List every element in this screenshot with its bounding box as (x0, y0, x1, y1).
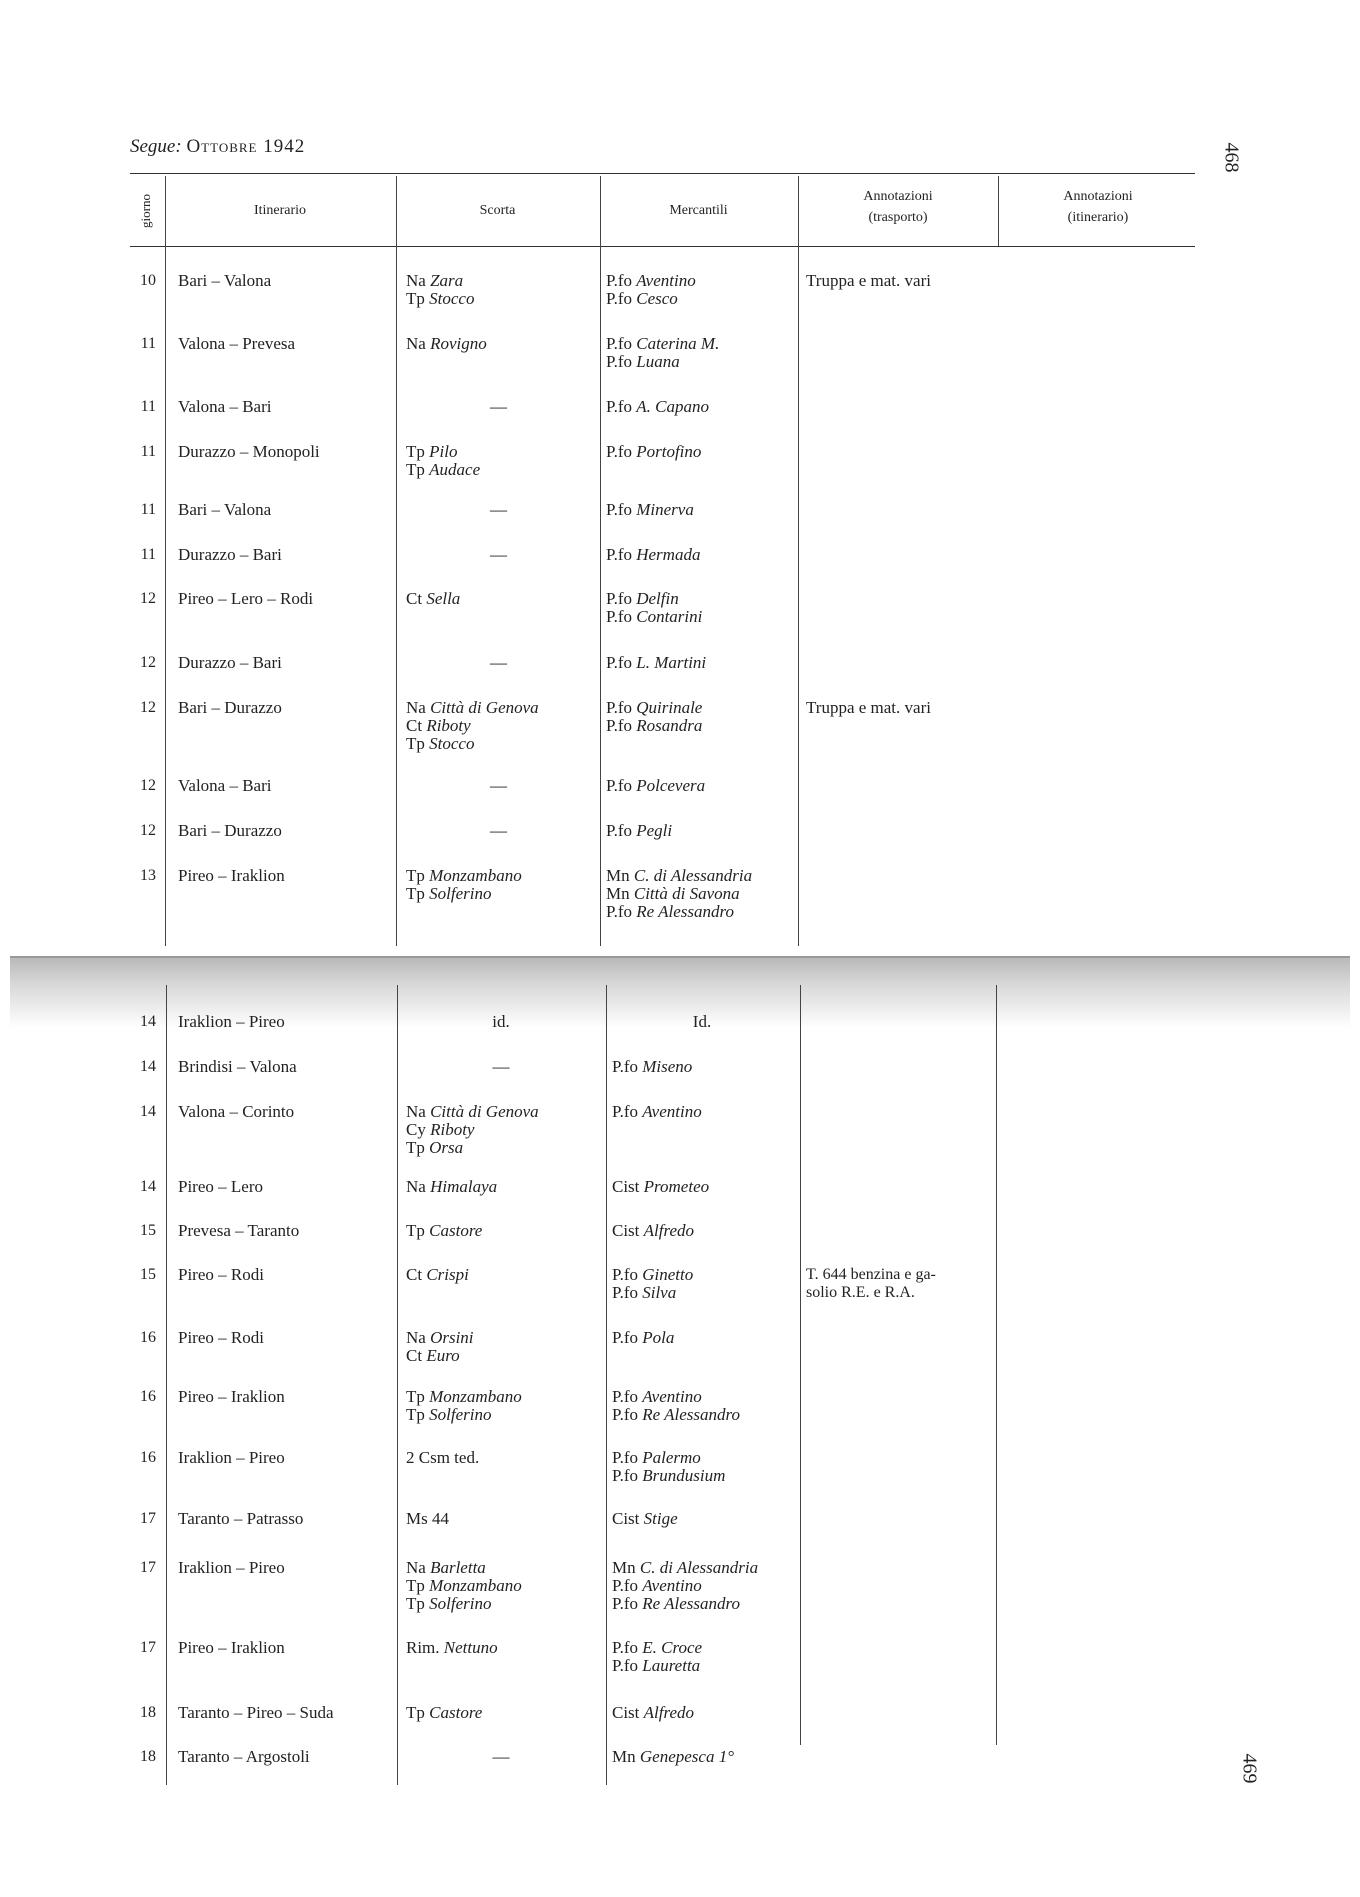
escort-line (406, 1121, 474, 1139)
heading-month: Ottobre 1942 (186, 136, 306, 157)
row-route: Valona – Prevesa (178, 334, 296, 353)
merchant-type: Cist (612, 1177, 640, 1196)
row-route: Bari – Durazzo (178, 821, 282, 840)
merchant-type: P.fo (606, 607, 632, 626)
merchant-type: Mn (612, 1558, 636, 1577)
row-day: 12 (140, 590, 156, 607)
row-day: 17 (140, 1510, 156, 1527)
row-route: Bari – Durazzo (178, 698, 282, 717)
merchant-ship: Hermada (636, 545, 701, 564)
annot-trasporto-line1: Annotazioni (863, 189, 933, 204)
escort-line (406, 885, 491, 903)
row-day: 15 (140, 1222, 156, 1239)
merchant-type: Cist (612, 1221, 640, 1240)
merchant-line (606, 654, 706, 672)
escort-type: Tp (406, 1221, 425, 1240)
escort-type: — (490, 821, 507, 840)
escort-line (406, 777, 591, 795)
merchant-type: P.fo (612, 1057, 638, 1076)
merchant-ship: Re Alessandro (636, 902, 734, 921)
merchant-ship: Quirinale (636, 698, 703, 717)
escort-ship: Zara (430, 271, 464, 290)
merchant-line (612, 1284, 676, 1302)
row-route: Bari – Valona (178, 271, 272, 290)
escort-type: — (490, 653, 507, 672)
merchant-type: P.fo (612, 1594, 638, 1613)
row-route: Durazzo – Bari (178, 545, 282, 564)
escort-line (406, 1347, 460, 1365)
merchant-type: P.fo (612, 1466, 638, 1485)
merchant-type: P.fo (606, 653, 632, 672)
merchant-type: Id. (692, 1012, 712, 1031)
row-route: Pireo – Iraklion (178, 1638, 285, 1657)
escort-line (406, 699, 539, 717)
merchant-type: P.fo (606, 397, 632, 416)
escort-type: Na (406, 1558, 426, 1577)
merchant-type: P.fo (606, 442, 632, 461)
row-route: Pireo – Lero – Rodi (178, 589, 314, 608)
merchant-ship: Silva (642, 1283, 677, 1302)
merchant-ship: Luana (636, 352, 680, 371)
col-header-annot-itinerario (998, 186, 1198, 228)
merchant-type: P.fo (612, 1656, 638, 1675)
merchant-line (612, 1222, 694, 1240)
escort-line (406, 501, 591, 519)
escort-line (406, 1577, 522, 1595)
merchant-ship: Cesco (636, 289, 678, 308)
escort-ship: Monzambano (429, 866, 522, 885)
col-header-scorta: Scorta (479, 203, 516, 218)
merchant-ship: Aventino (642, 1102, 702, 1121)
merchant-ship: Caterina M. (636, 334, 720, 353)
row-route: Taranto – Pireo – Suda (178, 1703, 334, 1722)
escort-type: Rim. (406, 1638, 440, 1657)
col-line (800, 985, 801, 1745)
row-day: 14 (140, 1013, 156, 1030)
escort-type: Cy (406, 1120, 426, 1139)
row-day: 14 (140, 1103, 156, 1120)
col-line (396, 176, 397, 946)
col-header-annot-trasporto (798, 186, 998, 228)
escort-type: Tp (406, 1138, 425, 1157)
merchant-line (612, 1058, 692, 1076)
escort-ship: Barletta (430, 1558, 486, 1577)
col-line (798, 176, 799, 946)
escort-ship: Castore (429, 1221, 483, 1240)
row-day: 12 (140, 822, 156, 839)
row-route: Taranto – Argostoli (178, 1747, 310, 1766)
escort-type: Na (406, 1102, 426, 1121)
merchant-type: P.fo (612, 1265, 638, 1284)
row-route: Valona – Bari (178, 776, 272, 795)
col-line (397, 985, 398, 1785)
header-top-rule (130, 173, 1195, 174)
heading-prefix: Segue: (130, 136, 182, 157)
escort-line (406, 461, 480, 479)
escort-type: — (490, 545, 507, 564)
escort-line (406, 546, 591, 564)
merchant-type: Mn (606, 866, 630, 885)
annot-trasporto-line2: (trasporto) (868, 210, 928, 225)
merchant-type: P.fo (606, 545, 632, 564)
escort-type: Tp (406, 1387, 425, 1406)
merchant-line (612, 1467, 725, 1485)
merchant-line (612, 1013, 792, 1031)
row-route: Pireo – Iraklion (178, 866, 285, 885)
escort-type: Na (406, 271, 426, 290)
merchant-ship: Aventino (642, 1576, 702, 1595)
col-line (166, 985, 167, 1785)
merchant-type: Mn (612, 1747, 636, 1766)
merchant-line (606, 885, 740, 903)
merchant-ship: Pola (642, 1328, 675, 1347)
merchant-line (612, 1103, 702, 1121)
escort-ship: Monzambano (429, 1576, 522, 1595)
escort-type: Ms 44 (406, 1509, 449, 1528)
escort-ship: Riboty (426, 716, 471, 735)
merchant-line (612, 1406, 740, 1424)
row-day: 18 (140, 1704, 156, 1721)
merchant-line (606, 501, 694, 519)
merchant-type: P.fo (606, 776, 632, 795)
escort-line (406, 590, 460, 608)
escort-type: — (490, 776, 507, 795)
merchant-line (612, 1595, 740, 1613)
merchant-type: P.fo (606, 334, 632, 353)
escort-line (406, 1510, 596, 1528)
escort-ship: Riboty (430, 1120, 475, 1139)
escort-ship: Stocco (429, 734, 475, 753)
escort-line (406, 1178, 497, 1196)
row-day: 15 (140, 1266, 156, 1283)
escort-line (406, 1266, 469, 1284)
row-day: 11 (140, 335, 156, 352)
escort-line (406, 272, 463, 290)
merchant-ship: A. Capano (636, 397, 709, 416)
row-note: Truppa e mat. vari (806, 271, 931, 290)
escort-line (406, 1748, 596, 1766)
col-line (998, 176, 999, 246)
merchant-line (606, 443, 701, 461)
escort-line (406, 398, 591, 416)
escort-type: Tp (406, 442, 425, 461)
merchant-type: P.fo (606, 716, 632, 735)
row-day: 17 (140, 1639, 156, 1656)
escort-type: Na (406, 1177, 426, 1196)
merchant-type: Mn (606, 884, 630, 903)
row-day: 11 (140, 546, 156, 563)
escort-ship: Stocco (429, 289, 475, 308)
merchant-type: P.fo (606, 698, 632, 717)
row-route: Valona – Corinto (178, 1102, 295, 1121)
merchant-line (612, 1559, 758, 1577)
escort-type: Tp (406, 1703, 425, 1722)
merchant-type: Cist (612, 1509, 640, 1528)
escort-type: — (490, 397, 507, 416)
escort-line (406, 867, 522, 885)
escort-type: Ct (406, 1265, 423, 1284)
col-header-giorno: giorno (138, 194, 153, 228)
merchant-ship: Palermo (642, 1448, 701, 1467)
escort-line (406, 822, 591, 840)
merchant-line (606, 353, 680, 371)
merchant-line (612, 1577, 702, 1595)
row-route: Bari – Valona (178, 500, 272, 519)
merchant-line (612, 1266, 693, 1284)
merchant-ship: Brundusium (642, 1466, 726, 1485)
merchant-type: P.fo (606, 500, 632, 519)
merchant-line (606, 272, 696, 290)
row-day: 16 (140, 1449, 156, 1466)
escort-line (406, 1639, 498, 1657)
merchant-ship: Lauretta (642, 1656, 701, 1675)
escort-type: Na (406, 698, 426, 717)
escort-type: Tp (406, 884, 425, 903)
merchant-ship: Alfredo (643, 1221, 695, 1240)
merchant-line (606, 546, 700, 564)
row-day: 16 (140, 1329, 156, 1346)
merchant-line (612, 1388, 702, 1406)
merchant-type: P.fo (612, 1638, 638, 1657)
merchant-line (612, 1657, 700, 1675)
merchant-type: P.fo (606, 289, 632, 308)
merchant-line (612, 1178, 709, 1196)
row-note: T. 644 benzina e ga- solio R.E. e R.A. (806, 1266, 936, 1301)
merchant-ship: Re Alessandro (642, 1594, 740, 1613)
row-route: Durazzo – Bari (178, 653, 282, 672)
escort-type: 2 Csm ted. (406, 1448, 480, 1467)
row-day: 10 (140, 272, 156, 289)
merchant-line (612, 1704, 694, 1722)
col-header-itinerario: Itinerario (253, 203, 307, 218)
merchant-ship: Pegli (636, 821, 673, 840)
escort-line (406, 290, 474, 308)
merchant-type: P.fo (606, 821, 632, 840)
merchant-type: P.fo (612, 1283, 638, 1302)
escort-ship: Crispi (426, 1265, 469, 1284)
merchant-ship: C. di Alessandria (633, 866, 753, 885)
merchant-ship: L. Martini (636, 653, 707, 672)
escort-ship: Pilo (429, 442, 458, 461)
annot-itinerario-line2: (itinerario) (1067, 210, 1129, 225)
row-route: Taranto – Patrasso (178, 1509, 304, 1528)
page-heading (130, 136, 305, 158)
merchant-type: P.fo (612, 1328, 638, 1347)
escort-type: Tp (406, 734, 425, 753)
row-note: Truppa e mat. vari (806, 698, 931, 717)
merchant-line (612, 1329, 674, 1347)
merchant-ship: Prometeo (643, 1177, 710, 1196)
escort-ship: Nettuno (443, 1638, 498, 1657)
merchant-line (606, 590, 679, 608)
escort-ship: Himalaya (430, 1177, 498, 1196)
annot-itinerario-line1: Annotazioni (1063, 189, 1133, 204)
merchant-type: P.fo (612, 1405, 638, 1424)
escort-type: Ct (406, 589, 423, 608)
row-route: Pireo – Iraklion (178, 1387, 285, 1406)
escort-ship: Audace (429, 460, 481, 479)
escort-line (406, 1103, 539, 1121)
escort-line (406, 1559, 486, 1577)
merchant-type: Cist (612, 1703, 640, 1722)
row-day: 12 (140, 777, 156, 794)
escort-ship: Orsa (429, 1138, 464, 1157)
merchant-type: P.fo (612, 1448, 638, 1467)
escort-line (406, 1388, 522, 1406)
escort-ship: Solferino (429, 1594, 492, 1613)
col-line (606, 985, 607, 1785)
row-day: 16 (140, 1388, 156, 1405)
row-route: Iraklion – Pireo (178, 1558, 285, 1577)
merchant-line (606, 398, 709, 416)
row-route: Pireo – Rodi (178, 1328, 264, 1347)
merchant-line (606, 777, 705, 795)
merchant-ship: Contarini (636, 607, 703, 626)
merchant-line (606, 608, 702, 626)
merchant-line (612, 1510, 678, 1528)
escort-line (406, 1013, 596, 1031)
escort-line (406, 1222, 482, 1240)
merchant-ship: E. Croce (642, 1638, 703, 1657)
merchant-type: P.fo (612, 1102, 638, 1121)
merchant-ship: Alfredo (643, 1703, 695, 1722)
merchant-ship: Città di Savona (633, 884, 740, 903)
escort-type: — (492, 1747, 510, 1766)
escort-line (406, 443, 457, 461)
row-day: 11 (140, 398, 156, 415)
escort-type: Tp (406, 866, 425, 885)
merchant-ship: Portofino (636, 442, 702, 461)
row-route: Pireo – Rodi (178, 1265, 264, 1284)
escort-line (406, 717, 471, 735)
escort-line (406, 1406, 491, 1424)
merchant-type: P.fo (606, 902, 632, 921)
escort-line (406, 1704, 482, 1722)
merchant-line (606, 335, 719, 353)
escort-ship: Euro (426, 1346, 460, 1365)
merchant-line (606, 699, 702, 717)
row-day: 14 (140, 1058, 156, 1075)
row-day: 14 (140, 1178, 156, 1195)
merchant-ship: Ginetto (642, 1265, 694, 1284)
row-route: Iraklion – Pireo (178, 1012, 285, 1031)
row-day: 12 (140, 699, 156, 716)
col-header-mercantili: Mercantili (669, 203, 728, 218)
escort-ship: Rovigno (430, 334, 487, 353)
merchant-line (606, 903, 734, 921)
row-route: Iraklion – Pireo (178, 1448, 285, 1467)
escort-line (406, 1595, 491, 1613)
merchant-line (612, 1748, 734, 1766)
escort-line (406, 654, 591, 672)
row-day: 11 (140, 501, 156, 518)
escort-type: Ct (406, 716, 423, 735)
escort-ship: Solferino (429, 1405, 492, 1424)
escort-ship: Sella (426, 589, 461, 608)
row-day: 11 (140, 443, 156, 460)
merchant-ship: Stige (643, 1509, 678, 1528)
merchant-line (606, 867, 752, 885)
merchant-line (612, 1639, 702, 1657)
merchant-ship: Delfin (636, 589, 679, 608)
merchant-type: P.fo (612, 1576, 638, 1595)
col-line (996, 985, 997, 1745)
merchant-type: P.fo (606, 352, 632, 371)
escort-type: id. (492, 1012, 510, 1031)
escort-ship: Città di Genova (430, 698, 539, 717)
escort-line (406, 1058, 596, 1076)
escort-type: Tp (406, 1405, 425, 1424)
row-day: 12 (140, 654, 156, 671)
merchant-ship: Aventino (636, 271, 696, 290)
merchant-line (606, 822, 672, 840)
page-number-bottom: 469 (1238, 1753, 1261, 1784)
merchant-ship: Aventino (642, 1387, 702, 1406)
merchant-line (612, 1449, 701, 1467)
escort-ship: Città di Genova (430, 1102, 539, 1121)
merchant-type: P.fo (606, 271, 632, 290)
merchant-type: P.fo (612, 1387, 638, 1406)
escort-type: Na (406, 1328, 426, 1347)
row-route: Pireo – Lero (178, 1177, 263, 1196)
row-route: Prevesa – Taranto (178, 1221, 300, 1240)
escort-line (406, 1139, 463, 1157)
merchant-line (606, 290, 678, 308)
escort-line (406, 735, 474, 753)
escort-type: Tp (406, 460, 425, 479)
merchant-ship: C. di Alessandria (639, 1558, 759, 1577)
merchant-line (606, 717, 702, 735)
merchant-ship: Polcevera (636, 776, 706, 795)
merchant-ship: Genepesca 1° (639, 1747, 734, 1766)
row-route: Durazzo – Monopoli (178, 442, 320, 461)
col-line (165, 176, 166, 946)
escort-ship: Orsini (430, 1328, 474, 1347)
escort-type: — (492, 1057, 510, 1076)
merchant-type: P.fo (606, 589, 632, 608)
escort-type: — (490, 500, 507, 519)
escort-type: Tp (406, 289, 425, 308)
row-route: Brindisi – Valona (178, 1057, 297, 1076)
escort-type: Tp (406, 1594, 425, 1613)
escort-line (406, 1329, 474, 1347)
escort-line (406, 1449, 596, 1467)
escort-type: Tp (406, 1576, 425, 1595)
escort-type: Ct (406, 1346, 423, 1365)
row-day: 18 (140, 1748, 156, 1765)
header-bottom-rule (130, 246, 1195, 247)
escort-ship: Castore (429, 1703, 483, 1722)
merchant-ship: Rosandra (636, 716, 703, 735)
escort-line (406, 335, 487, 353)
escort-ship: Solferino (429, 884, 492, 903)
row-route: Valona – Bari (178, 397, 272, 416)
page-number-top: 468 (1220, 142, 1243, 173)
escort-type: Na (406, 334, 426, 353)
col-line (600, 176, 601, 946)
row-day: 13 (140, 867, 156, 884)
row-day: 17 (140, 1559, 156, 1576)
merchant-ship: Minerva (636, 500, 694, 519)
merchant-ship: Miseno (642, 1057, 693, 1076)
escort-ship: Monzambano (429, 1387, 522, 1406)
merchant-ship: Re Alessandro (642, 1405, 740, 1424)
